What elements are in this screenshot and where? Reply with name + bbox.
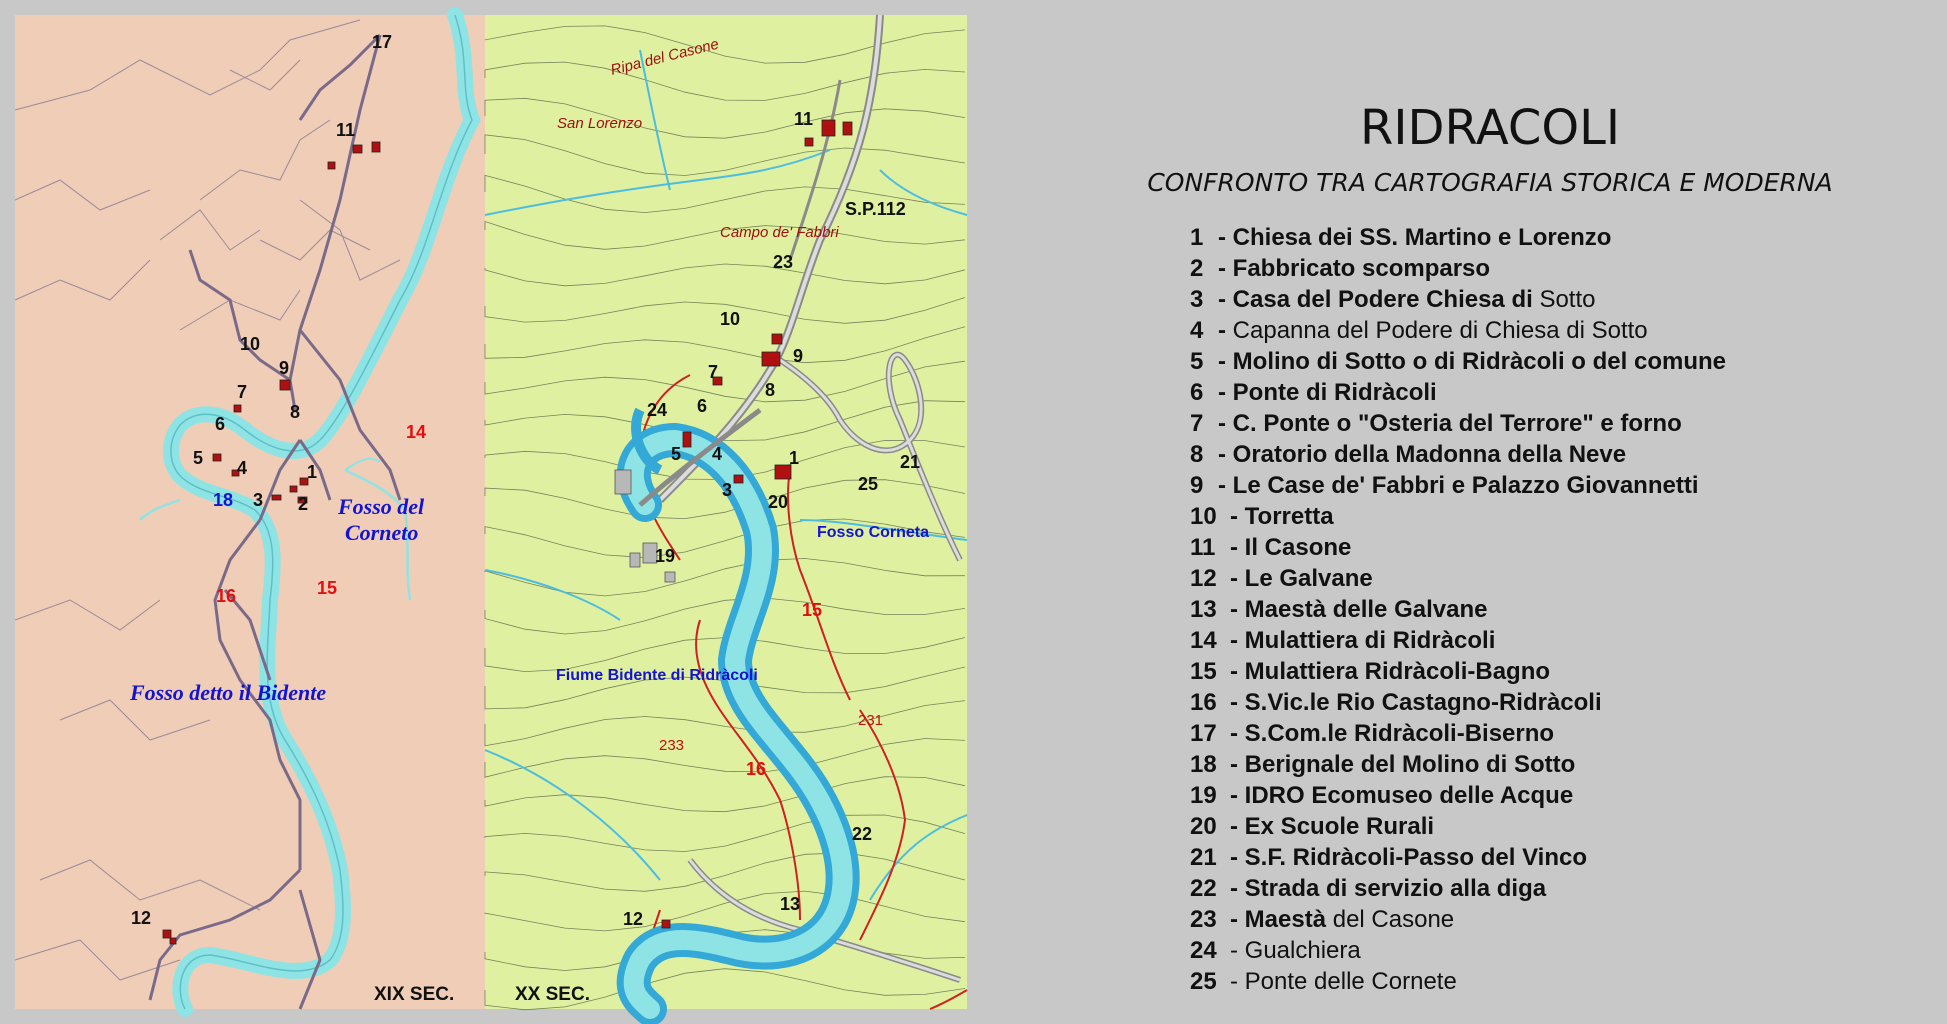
historic-label-8: 8 [290, 402, 301, 422]
legend-item [1190, 377, 1726, 408]
modern-label-22: 22 [852, 824, 873, 844]
legend-item-text: - Mulattiera Ridràcoli-Bagno [1230, 658, 1551, 685]
modern-label-11: 11 [794, 109, 814, 129]
historic-label-6: 6 [215, 414, 226, 434]
legend-item-number: 19 [1190, 782, 1217, 809]
modern-label-23: 23 [773, 252, 794, 272]
legend-item-number: 9 [1190, 472, 1204, 499]
modern-label-1: 1 [789, 448, 800, 468]
historic-label-9: 9 [279, 358, 290, 378]
legend-item [1190, 904, 1726, 935]
legend-item [1190, 563, 1726, 594]
historic-label-16: 16 [216, 586, 237, 606]
legend-item-number: 25 [1190, 968, 1217, 995]
legend-item [1190, 253, 1726, 284]
historic-label-14: 14 [406, 422, 427, 442]
legend-item-text-rest: del Casone [1332, 906, 1455, 933]
historic-label-5: 5 [193, 448, 204, 468]
historic-label-15: 15 [317, 578, 338, 598]
page-title: RIDRACOLI [1359, 100, 1621, 156]
legend-item-number: 20 [1190, 813, 1217, 840]
sp112-label: S.P.112 [845, 199, 906, 219]
legend-item-text: - IDRO Ecomuseo delle Acque [1230, 782, 1574, 809]
elevation-231-label: 231 [858, 712, 884, 729]
modern-label-7: 7 [708, 362, 719, 382]
legend-item-number: 4 [1190, 317, 1204, 344]
legend-item-text: - C. Ponte o "Osteria del Terrore" e forno [1218, 410, 1682, 437]
modern-label-20: 20 [768, 492, 789, 512]
legend-item-text: - Ex Scuole Rurali [1230, 813, 1435, 840]
legend-item-number: 14 [1190, 627, 1217, 654]
legend-item-number: 22 [1190, 875, 1217, 902]
historic-label-18: 18 [213, 490, 234, 510]
legend-item-text: - Il Casone [1230, 534, 1352, 561]
legend-item-number: 24 [1190, 937, 1217, 964]
legend-item-text: - [1218, 317, 1226, 344]
legend-item-number: 2 [1190, 255, 1204, 282]
legend-item [1190, 284, 1726, 315]
legend-item [1190, 780, 1726, 811]
legend-item-text: - S.Vic.le Rio Castagno-Ridràcoli [1230, 689, 1602, 716]
legend-item-text-rest: - Ponte delle Cornete [1230, 968, 1457, 995]
modern-label-19: 19 [655, 546, 676, 566]
legend-item-text: - Torretta [1230, 503, 1334, 530]
historic-caption: XIX SEC. [374, 984, 455, 1005]
modern-label-8: 8 [765, 380, 776, 400]
legend-item-text: - Oratorio della Madonna della Neve [1218, 441, 1627, 468]
legend-item-text: - Ponte di Ridràcoli [1218, 379, 1437, 406]
legend-item [1190, 470, 1726, 501]
elevation-233-label: 233 [659, 737, 685, 754]
legend-item [1190, 873, 1726, 904]
historic-label-10: 10 [240, 334, 261, 354]
modern-label-6: 6 [697, 396, 708, 416]
legend-item-number: 10 [1190, 503, 1217, 530]
legend-item-text: - Mulattiera di Ridràcoli [1230, 627, 1496, 654]
modern-label-3: 3 [722, 480, 733, 500]
modern-label-13: 13 [780, 894, 801, 914]
legend-item-text: - Strada di servizio alla diga [1230, 875, 1547, 902]
fosso-bidente-label: Fosso detto il Bidente [130, 680, 327, 705]
ripa-del-casone-label: Ripa del Casone [608, 35, 721, 79]
modern-label-12: 12 [623, 909, 644, 929]
page-subtitle: CONFRONTO TRA CARTOGRAFIA STORICA E MODERNA [1147, 168, 1833, 197]
legend-item [1190, 749, 1726, 780]
legend-list [1190, 222, 1726, 997]
legend-item [1190, 532, 1726, 563]
legend-item [1190, 625, 1726, 656]
legend-item-text: - Le Case de' Fabbri e Palazzo Giovannetti [1218, 472, 1699, 499]
legend-item-text: - Maestà [1230, 906, 1327, 933]
legend-item-text: - Casa del Podere Chiesa di [1218, 286, 1533, 313]
historic-label-17: 17 [372, 32, 393, 52]
legend-item-number: 21 [1190, 844, 1217, 871]
legend-item-text: - Berignale del Molino di Sotto [1230, 751, 1576, 778]
legend-item-text: - Chiesa dei SS. Martino e Lorenzo [1218, 224, 1612, 251]
san-lorenzo-label: San Lorenzo [557, 115, 643, 132]
legend-item-text: - Le Galvane [1230, 565, 1373, 592]
legend-item [1190, 656, 1726, 687]
fosso-corneta-label: Fosso Corneta [817, 524, 930, 541]
historic-map [15, 15, 485, 1009]
legend-item-number: 7 [1190, 410, 1204, 437]
legend-item [1190, 842, 1726, 873]
legend-item-text-rest: Sotto [1539, 286, 1596, 313]
legend-item-text: - Molino di Sotto o di Ridràcoli o del comune [1218, 348, 1726, 375]
modern-label-24: 24 [647, 400, 668, 420]
historic-label-2: 2 [298, 494, 309, 514]
fosso-corneto-label-line2: Corneto [345, 520, 419, 545]
fiume-bidente-label: Fiume Bidente di Ridràcoli [556, 667, 758, 684]
legend-item-number: 17 [1190, 720, 1217, 747]
fosso-corneto-label-line1: Fosso del [338, 494, 425, 519]
campo-de-fabbri-label: Campo de' Fabbri [720, 224, 839, 241]
modern-label-9: 9 [793, 346, 804, 366]
legend-item-number: 12 [1190, 565, 1217, 592]
legend-item-number: 8 [1190, 441, 1204, 468]
legend-item-number: 13 [1190, 596, 1217, 623]
legend-item-text: - S.F. Ridràcoli-Passo del Vinco [1230, 844, 1587, 871]
legend-item [1190, 811, 1726, 842]
historic-label-3: 3 [253, 490, 264, 510]
legend-item-number: 23 [1190, 906, 1217, 933]
legend-item-number: 15 [1190, 658, 1217, 685]
legend-item [1190, 501, 1726, 532]
historic-label-7: 7 [237, 382, 248, 402]
modern-label-25: 25 [858, 474, 879, 494]
legend-item-number: 3 [1190, 286, 1204, 313]
legend-item [1190, 687, 1726, 718]
legend-item [1190, 966, 1726, 997]
modern-label-21: 21 [900, 452, 921, 472]
legend-item [1190, 718, 1726, 749]
legend-item-number: 11 [1190, 534, 1216, 561]
legend-item-text-rest: Capanna del Podere di Chiesa di Sotto [1232, 317, 1648, 344]
legend-item [1190, 222, 1726, 253]
modern-label-15: 15 [802, 600, 823, 620]
modern-label-4: 4 [712, 444, 723, 464]
legend-item-text: - Maestà delle Galvane [1230, 596, 1488, 623]
legend-item-number: 6 [1190, 379, 1204, 406]
modern-label-5: 5 [671, 444, 682, 464]
legend-item-text: - S.Com.le Ridràcoli-Biserno [1230, 720, 1555, 747]
legend-item-number: 5 [1190, 348, 1204, 375]
legend-item [1190, 408, 1726, 439]
legend-item [1190, 439, 1726, 470]
modern-caption: XX SEC. [515, 984, 590, 1005]
legend-item-number: 16 [1190, 689, 1217, 716]
historic-label-4: 4 [237, 458, 248, 478]
modern-label-16: 16 [746, 759, 767, 779]
historic-label-1: 1 [307, 462, 318, 482]
legend-item-number: 1 [1190, 224, 1204, 251]
historic-label-11: 11 [336, 120, 356, 140]
legend-item-text-rest: - Gualchiera [1230, 937, 1361, 964]
modern-label-10: 10 [720, 309, 741, 329]
historic-label-12: 12 [131, 908, 152, 928]
legend-item [1190, 935, 1726, 966]
legend-item-text: - Fabbricato scomparso [1218, 255, 1491, 282]
legend-item-number: 18 [1190, 751, 1217, 778]
legend-item [1190, 594, 1726, 625]
legend-item [1190, 346, 1726, 377]
modern-map [485, 15, 967, 1010]
legend-item [1190, 315, 1726, 346]
